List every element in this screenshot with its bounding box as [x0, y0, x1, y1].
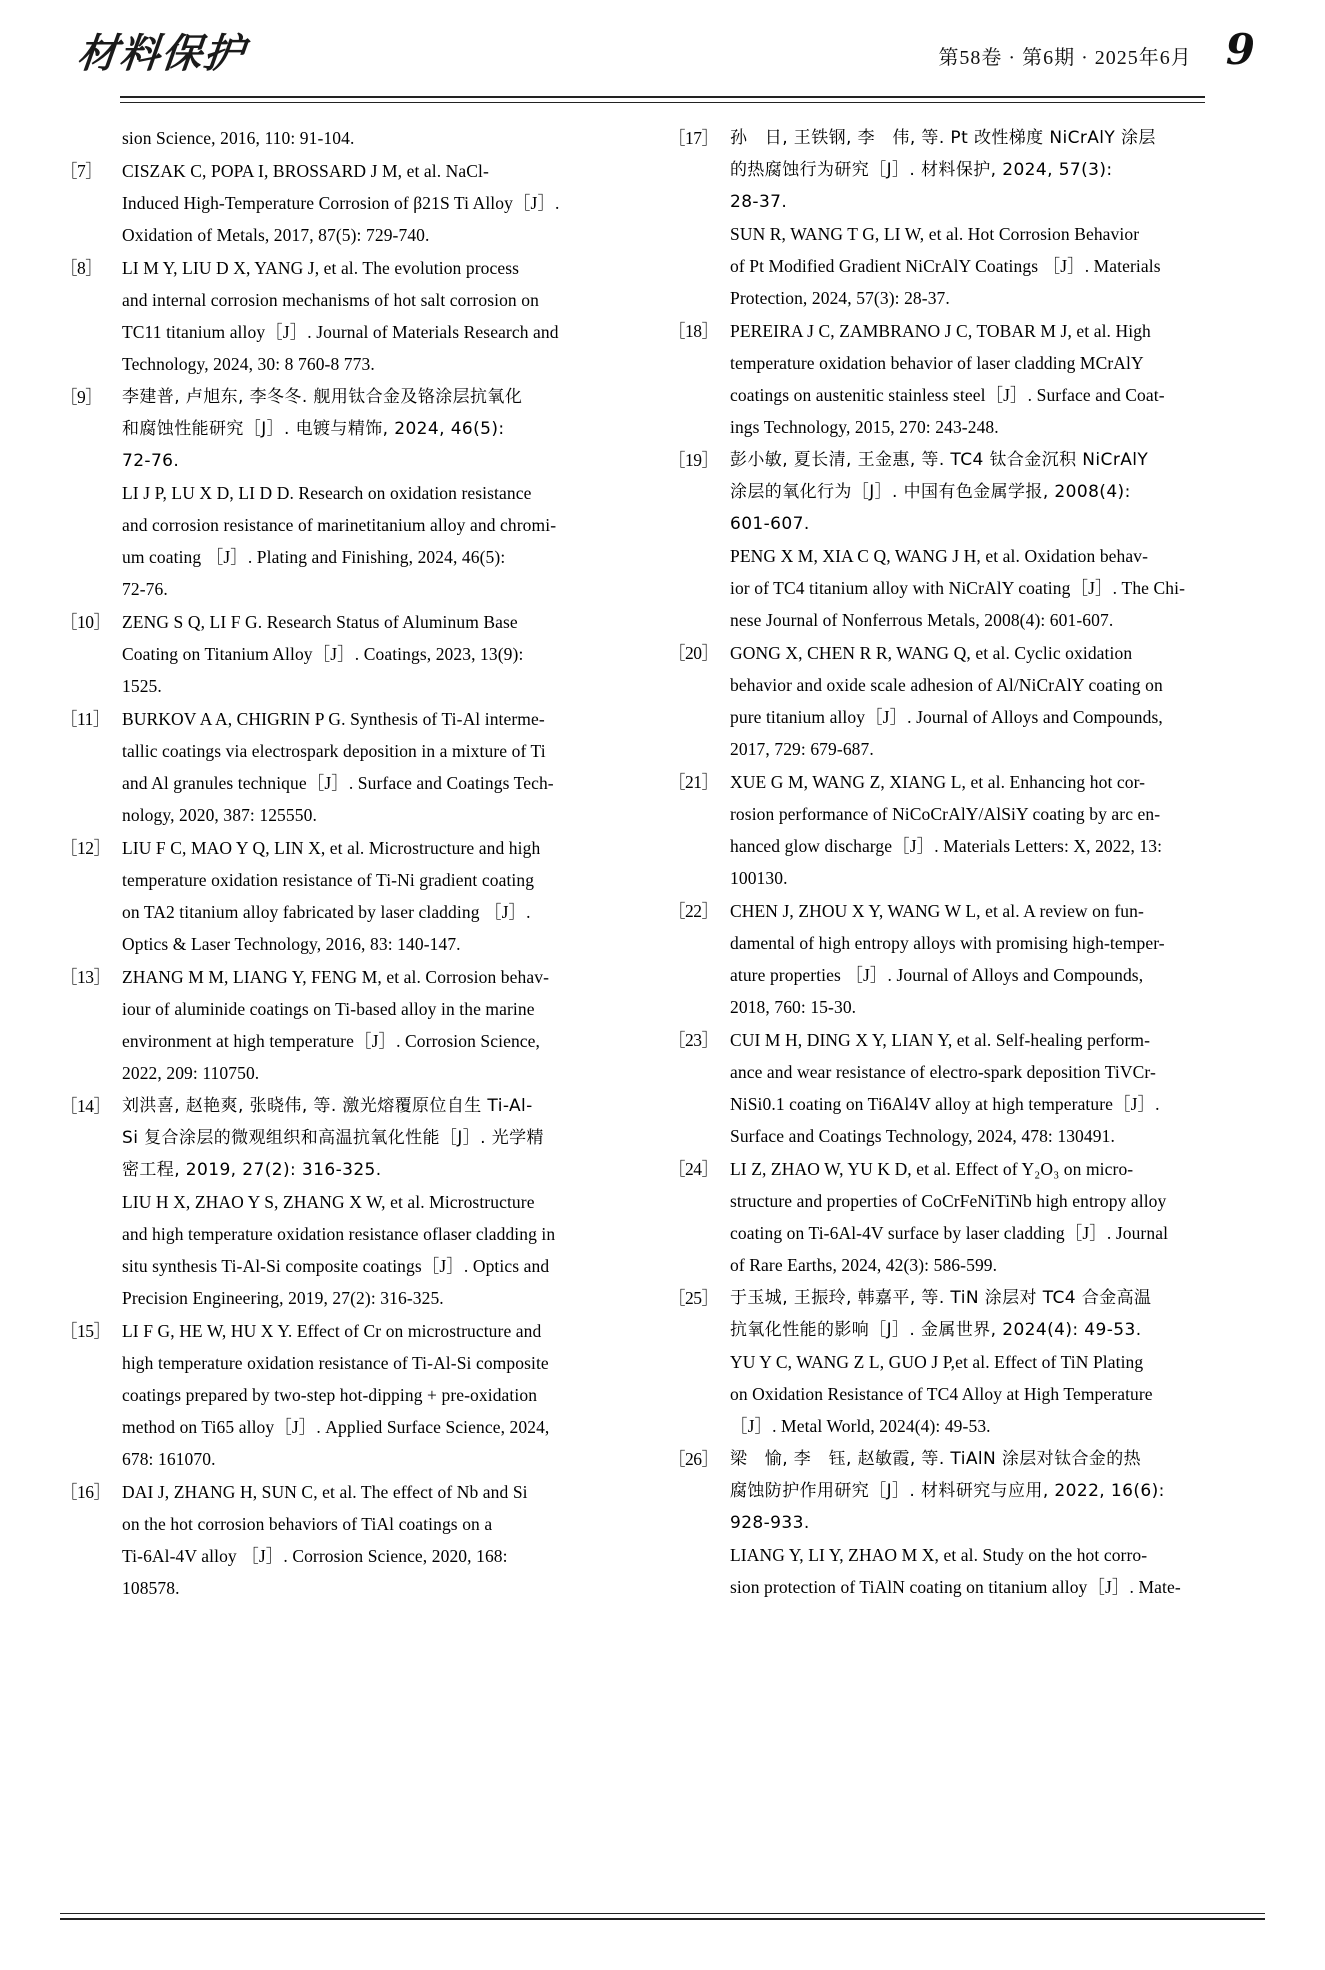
reference-line: DAI J, ZHANG H, SUN C, et al. The effect of Nb and Si — [122, 1482, 528, 1502]
reference-line: LIANG Y, LI Y, ZHAO M X, et al. Study on the hot corro- — [730, 1545, 1148, 1565]
reference-line: PENG X M, XIA C Q, WANG J H, et al. Oxidation behav- — [730, 546, 1149, 566]
reference-line: Precision Engineering, 2019, 27(2): 316-325. — [122, 1288, 444, 1308]
reference-line: um coating ［J］. Plating and Finishing, 2024, 46(5): — [122, 547, 506, 567]
reference-line: LI J P, LU X D, LI D D. Research on oxidation resistance — [122, 483, 532, 503]
reference-line: 李建普, 卢旭东, 李冬冬. 舰用钛合金及铬涂层抗氧化 — [122, 387, 523, 407]
reference-text — [122, 381, 616, 605]
reference-line: BURKOV A A, CHIGRIN P G. Synthesis of Ti-Al interme- — [122, 709, 545, 729]
reference-number: ［11］ — [60, 709, 110, 729]
reference-entry — [60, 381, 616, 605]
header-right-group — [938, 25, 1255, 74]
reference-line: LI M Y, LIU D X, YANG J, et al. The evolution process — [122, 258, 520, 278]
reference-line: Induced High-Temperature Corrosion of β21S Ti Alloy［J］. — [122, 193, 560, 213]
reference-entry — [60, 1315, 616, 1475]
reference-text — [122, 1476, 616, 1604]
two-column-body — [60, 122, 1265, 1605]
reference-line: 孙 日, 王铁钢, 李 伟, 等. Pt 改性梯度 NiCrAlY 涂层 — [730, 128, 1156, 148]
reference-number: ［20］ — [668, 643, 719, 663]
reference-entry — [668, 122, 1224, 314]
reference-line: Optics & Laser Technology, 2016, 83: 140-147. — [122, 934, 461, 954]
reference-line: temperature oxidation resistance of Ti-Ni gradient coating — [122, 870, 535, 890]
reference-line: hanced glow discharge［J］. Materials Letters: X, 2022, 13: — [730, 836, 1163, 856]
reference-number: ［10］ — [60, 612, 111, 632]
reference-text — [122, 1090, 616, 1314]
reference-text — [730, 122, 1224, 314]
reference-line: and Al granules technique［J］. Surface and Coatings Tech- — [122, 773, 554, 793]
reference-number: ［21］ — [668, 772, 719, 792]
reference-line: Technology, 2024, 30: 8 760-8 773. — [122, 354, 375, 374]
reference-entry — [668, 444, 1224, 636]
reference-line: ance and wear resistance of electro-spark deposition TiVCr- — [730, 1062, 1156, 1082]
reference-line: on TA2 titanium alloy fabricated by laser cladding ［J］. — [122, 902, 531, 922]
footer-divider-thin — [60, 1913, 1265, 1914]
reference-line: XUE G M, WANG Z, XIANG L, et al. Enhancing hot cor- — [730, 772, 1146, 792]
reference-line: 密工程, 2019, 27(2): 316-325. — [122, 1160, 382, 1180]
reference-entry — [668, 895, 1224, 1023]
reference-text — [730, 766, 1224, 894]
reference-line: 1525. — [122, 676, 162, 696]
reference-line: CISZAK C, POPA I, BROSSARD J M, et al. NaCl- — [122, 161, 489, 181]
reference-line: LIU H X, ZHAO Y S, ZHANG X W, et al. Microstructure — [122, 1192, 535, 1212]
reference-text — [122, 252, 616, 380]
reference-entry — [668, 1282, 1224, 1442]
reference-line: 涂层的氧化行为［J］. 中国有色金属学报, 2008(4): — [730, 482, 1131, 502]
reference-line: 于玉城, 王振玲, 韩嘉平, 等. TiN 涂层对 TC4 合金高温 — [730, 1288, 1152, 1308]
reference-line: nese Journal of Nonferrous Metals, 2008(4): 601-607. — [730, 610, 1114, 630]
reference-entry — [668, 1443, 1224, 1603]
reference-line: Ti-6Al-4V alloy ［J］. Corrosion Science, 2020, 168: — [122, 1546, 508, 1566]
reference-line: coatings on austenitic stainless steel［J］. Surface and Coat- — [730, 385, 1165, 405]
header-divider-thick — [120, 96, 1205, 98]
reference-line: 100130. — [730, 868, 788, 888]
reference-line: method on Ti65 alloy［J］. Applied Surface Science, 2024, — [122, 1417, 550, 1437]
reference-line: ings Technology, 2015, 270: 243-248. — [730, 417, 999, 437]
reference-line: Si 复合涂层的微观组织和高温抗氧化性能［J］. 光学精 — [122, 1128, 544, 1148]
reference-line: on the hot corrosion behaviors of TiAl coatings on a — [122, 1514, 493, 1534]
reference-line: 72-76. — [122, 579, 168, 599]
reference-text — [122, 703, 616, 831]
reference-line: 678: 161070. — [122, 1449, 216, 1469]
reference-line: LIU F C, MAO Y Q, LIN X, et al. Microstructure and high — [122, 838, 541, 858]
reference-text — [730, 895, 1224, 1023]
reference-text — [122, 961, 616, 1089]
reference-text — [122, 155, 616, 251]
reference-text — [122, 606, 616, 702]
reference-line: 刘洪喜, 赵艳爽, 张晓伟, 等. 激光熔覆原位自生 Ti-Al- — [122, 1096, 533, 1116]
page-number: 9 — [1225, 25, 1255, 74]
reference-line: tallic coatings via electrospark deposition in a mixture of Ti — [122, 741, 546, 761]
reference-text — [730, 1024, 1224, 1152]
reference-number: ［12］ — [60, 838, 111, 858]
reference-line: of Rare Earths, 2024, 42(3): 586-599. — [730, 1255, 998, 1275]
reference-line: coatings prepared by two-step hot-dipping + pre-oxidation — [122, 1385, 538, 1405]
reference-line: behavior and oxide scale adhesion of Al/NiCrAlY coating on — [730, 675, 1163, 695]
reference-line: structure and properties of CoCrFeNiTiNb high entropy alloy — [730, 1191, 1167, 1211]
reference-entry — [60, 1090, 616, 1314]
reference-line: sion protection of TiAlN coating on titanium alloy［J］. Mate- — [730, 1577, 1181, 1597]
reference-entry — [60, 1476, 616, 1604]
reference-number: ［23］ — [668, 1030, 719, 1050]
reference-line: and internal corrosion mechanisms of hot salt corrosion on — [122, 290, 539, 310]
reference-line: LI Z, ZHAO W, YU K D, et al. Effect of Y₂O₃ on micro- — [730, 1159, 1134, 1179]
reference-line: and high temperature oxidation resistance oflaser cladding in — [122, 1224, 556, 1244]
reference-entry — [668, 766, 1224, 894]
reference-line: ior of TC4 titanium alloy with NiCrAlY coating［J］. The Chi- — [730, 578, 1186, 598]
reference-line: GONG X, CHEN R R, WANG Q, et al. Cyclic oxidation — [730, 643, 1133, 663]
right-column — [668, 122, 1224, 1605]
reference-line: 28-37. — [730, 192, 788, 212]
reference-line: temperature oxidation behavior of laser cladding MCrAlY — [730, 353, 1144, 373]
reference-text — [730, 444, 1224, 636]
reference-text — [730, 1282, 1224, 1442]
reference-line: SUN R, WANG T G, LI W, et al. Hot Corrosion Behavior — [730, 224, 1140, 244]
reference-number: ［18］ — [668, 321, 719, 341]
reference-line: 108578. — [122, 1578, 180, 1598]
reference-line: 928-933. — [730, 1513, 810, 1533]
reference-line: 2017, 729: 679-687. — [730, 739, 874, 759]
reference-line: on Oxidation Resistance of TC4 Alloy at High Temperature — [730, 1384, 1153, 1404]
reference-number: ［9］ — [60, 387, 103, 407]
reference-text — [122, 122, 616, 154]
reference-line: environment at high temperature［J］. Corrosion Science, — [122, 1031, 540, 1051]
reference-line: CHEN J, ZHOU X Y, WANG W L, et al. A review on fun- — [730, 901, 1144, 921]
footer-divider-thick — [60, 1918, 1265, 1920]
reference-line: 抗氧化性能的影响［J］. 金属世界, 2024(4): 49-53. — [730, 1320, 1142, 1340]
reference-line: Surface and Coatings Technology, 2024, 478: 130491. — [730, 1126, 1115, 1146]
reference-line: TC11 titanium alloy［J］. Journal of Materials Research and — [122, 322, 559, 342]
issue-info: 第58卷 · 第6期 · 2025年6月 — [938, 47, 1192, 69]
reference-entry — [60, 703, 616, 831]
reference-line: ZHANG M M, LIANG Y, FENG M, et al. Corrosion behav- — [122, 967, 550, 987]
reference-text — [122, 832, 616, 960]
reference-line: coating on Ti-6Al-4V surface by laser cladding［J］. Journal — [730, 1223, 1169, 1243]
reference-entry — [668, 637, 1224, 765]
reference-line: 72-76. — [122, 451, 180, 471]
reference-entry — [60, 122, 616, 154]
reference-text — [730, 1153, 1224, 1281]
reference-entry — [60, 155, 616, 251]
reference-line: situ synthesis Ti-Al-Si composite coatings［J］. Optics and — [122, 1256, 550, 1276]
reference-number: ［19］ — [668, 450, 719, 470]
journal-title: 材料保护 — [75, 29, 249, 77]
reference-number: ［25］ — [668, 1288, 719, 1308]
reference-text — [730, 637, 1224, 765]
reference-line: pure titanium alloy［J］. Journal of Alloys and Compounds, — [730, 707, 1163, 727]
reference-line: 腐蚀防护作用研究［J］. 材料研究与应用, 2022, 16(6): — [730, 1481, 1165, 1501]
reference-line: 的热腐蚀行为研究［J］. 材料保护, 2024, 57(3): — [730, 160, 1113, 180]
reference-line: YU Y C, WANG Z L, GUO J P,et al. Effect of TiN Plating — [730, 1352, 1144, 1372]
reference-number: ［17］ — [668, 128, 719, 148]
reference-number: ［26］ — [668, 1449, 719, 1469]
reference-line: nology, 2020, 387: 125550. — [122, 805, 317, 825]
reference-line: ［J］. Metal World, 2024(4): 49-53. — [730, 1416, 991, 1436]
reference-line: 和腐蚀性能研究［J］. 电镀与精饰, 2024, 46(5): — [122, 419, 505, 439]
reference-entry — [668, 1153, 1224, 1281]
reference-entry — [60, 961, 616, 1089]
reference-line: rosion performance of NiCoCrAlY/AlSiY coating by arc en- — [730, 804, 1161, 824]
reference-number: ［24］ — [668, 1159, 719, 1179]
reference-number: ［22］ — [668, 901, 719, 921]
reference-line: 彭小敏, 夏长清, 王金惠, 等. TC4 钛合金沉积 NiCrAlY — [730, 450, 1149, 470]
reference-text — [122, 1315, 616, 1475]
reference-text — [730, 315, 1224, 443]
reference-line: damental of high entropy alloys with promising high-temper- — [730, 933, 1165, 953]
reference-line: LI F G, HE W, HU X Y. Effect of Cr on microstructure and — [122, 1321, 542, 1341]
reference-entry — [60, 832, 616, 960]
reference-line: 2018, 760: 15-30. — [730, 997, 857, 1017]
left-column — [60, 122, 616, 1605]
reference-number: ［14］ — [60, 1096, 111, 1116]
reference-entry — [668, 315, 1224, 443]
reference-line: high temperature oxidation resistance of Ti-Al-Si composite — [122, 1353, 549, 1373]
reference-entry — [60, 606, 616, 702]
reference-line: Oxidation of Metals, 2017, 87(5): 729-740. — [122, 225, 430, 245]
reference-line: 601-607. — [730, 514, 810, 534]
reference-line: ZENG S Q, LI F G. Research Status of Aluminum Base — [122, 612, 518, 632]
reference-number: ［7］ — [60, 161, 103, 181]
reference-number: ［16］ — [60, 1482, 111, 1502]
header-divider-thin — [120, 102, 1205, 103]
reference-number: ［8］ — [60, 258, 103, 278]
reference-text — [730, 1443, 1224, 1603]
reference-line: PEREIRA J C, ZAMBRANO J C, TOBAR M J, et al. High — [730, 321, 1151, 341]
reference-number: ［13］ — [60, 967, 111, 987]
reference-line: 2022, 209: 110750. — [122, 1063, 260, 1083]
reference-line: CUI M H, DING X Y, LIAN Y, et al. Self-healing perform- — [730, 1030, 1151, 1050]
reference-line: Coating on Titanium Alloy［J］. Coatings, 2023, 13(9): — [122, 644, 524, 664]
reference-line: 梁 愉, 李 钰, 赵敏霞, 等. TiAlN 涂层对钛合金的热 — [730, 1449, 1142, 1469]
reference-line: NiSi0.1 coating on Ti6Al4V alloy at high temperature［J］. — [730, 1094, 1160, 1114]
reference-entry — [668, 1024, 1224, 1152]
reference-line: of Pt Modified Gradient NiCrAlY Coatings ［J］. Materials — [730, 256, 1161, 276]
reference-line: Protection, 2024, 57(3): 28-37. — [730, 288, 950, 308]
reference-line: iour of aluminide coatings on Ti-based alloy in the marine — [122, 999, 535, 1019]
reference-line: sion Science, 2016, 110: 91-104. — [122, 128, 355, 148]
reference-entry — [60, 252, 616, 380]
page-header — [60, 0, 1265, 100]
reference-number: ［15］ — [60, 1321, 111, 1341]
reference-line: and corrosion resistance of marinetitanium alloy and chromi- — [122, 515, 557, 535]
reference-line: ature properties ［J］. Journal of Alloys and Compounds, — [730, 965, 1144, 985]
